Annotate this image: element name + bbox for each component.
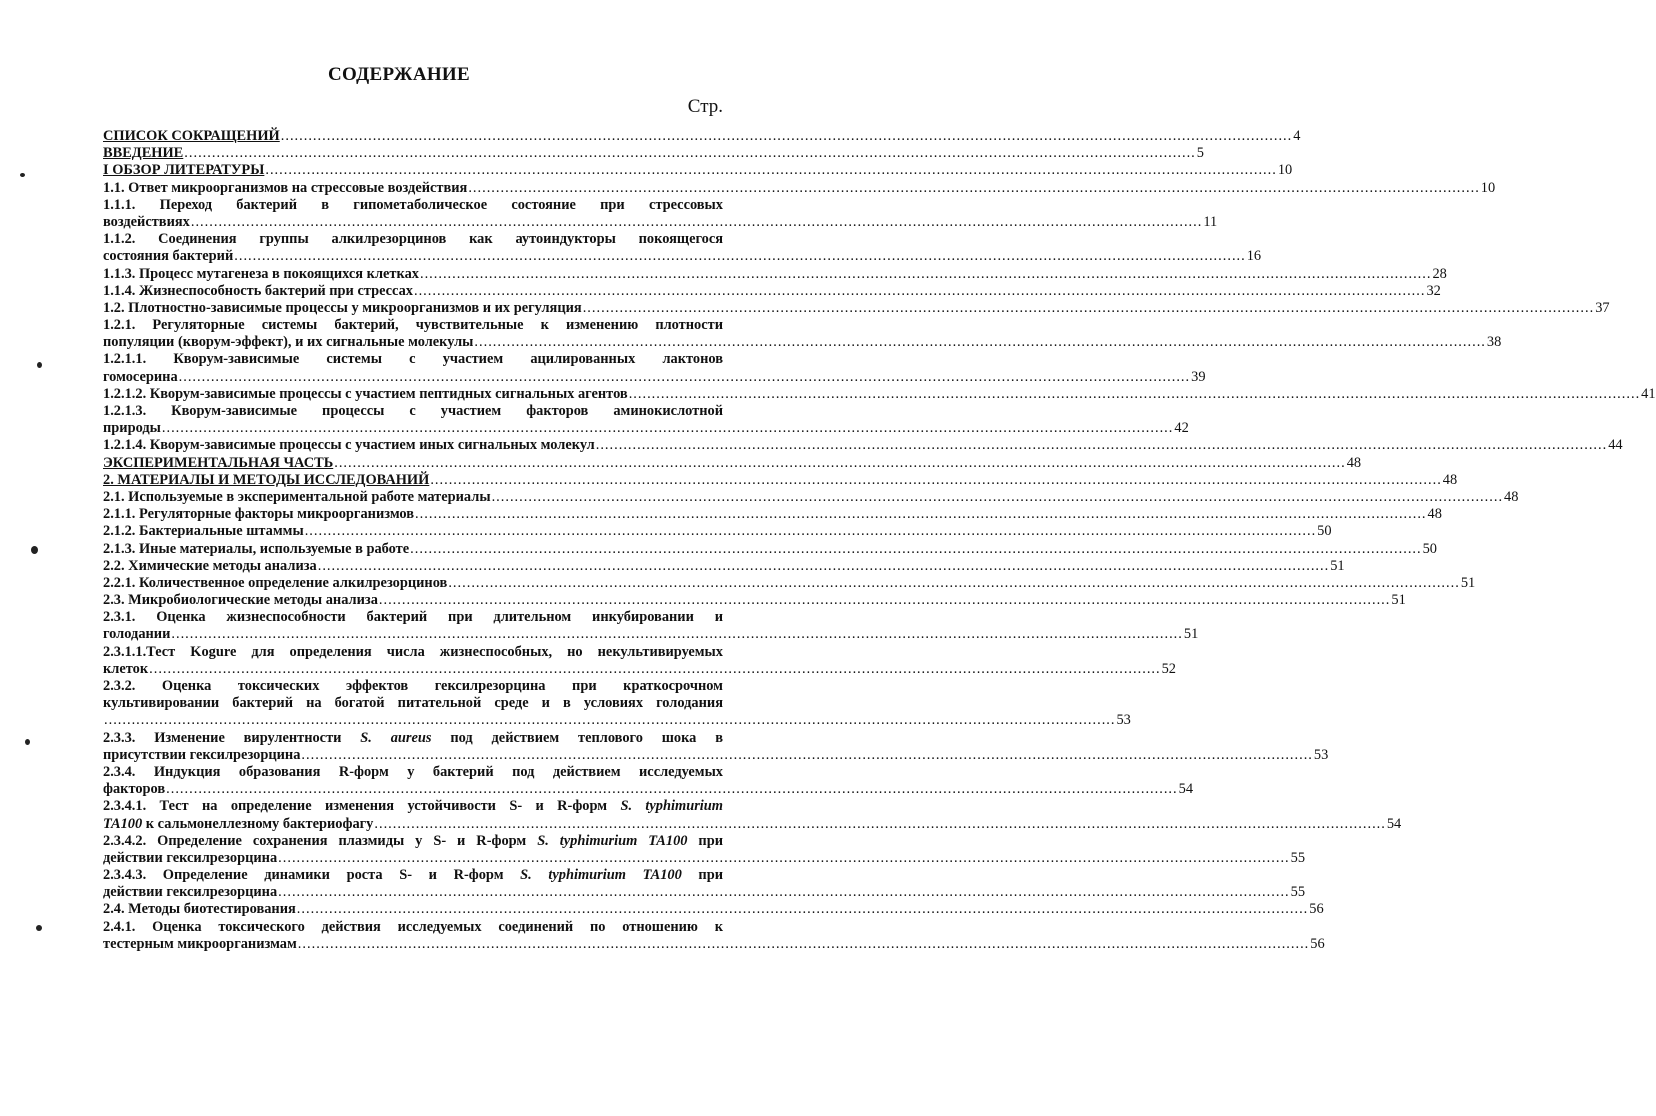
toc-entry-title: 2.2.1. Количественное определение алкилрезорцинов [103, 574, 448, 591]
dot-leader: ............................................................................................................................................................................................................................ [595, 437, 1608, 454]
dot-leader: ............................................................................................................................................................................................................................ [280, 128, 1293, 144]
toc-entry [103, 265, 1447, 283]
toc-page-number: 10 [1480, 179, 1496, 196]
dot-leader: ............................................................................................................................................................................................................................ [448, 574, 1460, 591]
dot-leader: ............................................................................................................................................................................................................................ [171, 626, 1183, 643]
toc-entry-row [103, 162, 1293, 179]
toc-page-number: 50 [1317, 523, 1332, 540]
dot-leader: ............................................................................................................................................................................................................................ [474, 334, 1486, 351]
toc-entry [103, 179, 1496, 197]
toc-page-number: 55 [1290, 884, 1306, 901]
page-title: СОДЕРЖАНИЕ [328, 64, 470, 85]
toc-entry [103, 231, 1262, 265]
toc-page-number: 10 [1277, 162, 1293, 179]
toc-entry [103, 299, 1610, 317]
scan-speck [25, 739, 30, 745]
toc-page-number: 48 [1442, 471, 1458, 488]
toc-entry-title: голодании [103, 626, 171, 643]
toc-entry-title: 2.2. Химические методы анализа [103, 557, 317, 574]
toc-entry-row [103, 334, 1502, 351]
toc-entry-row [103, 368, 1206, 386]
toc-entry-title: I ОБЗОР ЛИТЕРАТУРЫ [103, 162, 265, 179]
toc-page-number: 50 [1422, 540, 1437, 557]
toc-entry-row [103, 540, 1437, 558]
toc-entry-title: 2.1.1. Регуляторные факторы микроорганизмов [103, 506, 415, 523]
scan-speck [36, 925, 42, 931]
toc-entry [103, 317, 1502, 351]
toc-page-number: 54 [1386, 815, 1402, 832]
toc-page-number: 41 [1641, 385, 1656, 402]
dot-leader: ............................................................................................................................................................................................................................ [378, 592, 1391, 609]
toc-entry-row [103, 849, 1306, 867]
toc-entry-title: гомосерина [103, 368, 178, 385]
toc-entry-row [103, 128, 1301, 145]
toc-page-number: 38 [1486, 334, 1502, 351]
toc-entry-title: воздействиях [103, 213, 190, 230]
toc-page-number: 32 [1426, 282, 1441, 299]
scan-speck [20, 173, 25, 177]
toc-entry [103, 592, 1406, 609]
toc-entry-row [103, 815, 1402, 833]
dot-leader: ............................................................................................................................................................................................................................ [582, 299, 1595, 316]
toc-page-number: 56 [1309, 901, 1324, 918]
dot-leader: ............................................................................................................................................................................................................................ [415, 506, 1427, 523]
toc-entry-title: 1.1. Ответ микроорганизмов на стрессовые воздействия [103, 179, 468, 196]
toc-page-number: 48 [1427, 506, 1442, 523]
toc-entry-title: 1.2. Плотностно-зависимые процессы у микроорганизмов и их регуляция [103, 299, 582, 316]
toc-page-number: 56 [1310, 935, 1325, 952]
toc-entry-title: популяции (кворум-эффект), и их сигнальные молекулы [103, 334, 474, 351]
dot-leader: ............................................................................................................................................................................................................................ [413, 282, 1426, 299]
dot-leader: ............................................................................................................................................................................................................................ [278, 849, 1290, 866]
toc-page-number: 37 [1595, 299, 1610, 316]
toc-page-number: 53 [1116, 712, 1131, 729]
toc-entry-title: действии гексилрезорцина [103, 884, 278, 901]
dot-leader: ............................................................................................................................................................................................................................ [304, 523, 1317, 540]
toc-entry-row [103, 437, 1623, 454]
toc-entry-row [103, 282, 1441, 300]
dot-leader: ............................................................................................................................................................................................................................ [410, 540, 1422, 557]
dot-leader: ............................................................................................................................................................................................................................ [234, 248, 1246, 265]
toc-entry-line: 1.1.1. Переход бактерий в гипометаболическое состояние при стрессовых [103, 196, 723, 213]
toc-entry-row [103, 248, 1262, 265]
toc-entry-row [103, 420, 1189, 437]
toc-entry-title: 2. МАТЕРИАЛЫ И МЕТОДЫ ИССЛЕДОВАНИЙ [103, 471, 430, 488]
toc-page-number: 48 [1504, 488, 1519, 505]
toc-entry-line: 1.1.2. Соединения группы алкилрезорцинов как аутоиндукторы покоящегося [103, 231, 723, 248]
toc-entry-line: 2.4.1. Оценка токсического действия исследуемых соединений по отношению к [103, 918, 723, 935]
toc-entry-title: 2.1.3. Иные материалы, используемые в работе [103, 540, 410, 557]
dot-leader: ............................................................................................................................................................................................................................ [468, 179, 1480, 196]
toc-entry [103, 574, 1476, 592]
toc-entry-row [103, 574, 1476, 592]
toc-entry-title: ЭКСПЕРИМЕНТАЛЬНАЯ ЧАСТЬ [103, 454, 334, 471]
toc-entry-row [103, 660, 1176, 678]
toc-page-number: 54 [1178, 781, 1194, 798]
toc-page-number: 48 [1346, 454, 1362, 471]
toc-entry-row [103, 884, 1306, 901]
toc-entry [103, 454, 1362, 472]
dot-leader: ............................................................................................................................................................................................................................ [104, 712, 1116, 729]
toc-entry [103, 471, 1458, 489]
toc-entry [103, 403, 1189, 437]
toc-entry-title: 2.4. Методы биотестирования [103, 901, 296, 918]
toc-page-number: 28 [1432, 265, 1447, 282]
toc-entry [103, 488, 1519, 506]
dot-leader: ............................................................................................................................................................................................................................ [190, 213, 1203, 230]
toc-page-number: 16 [1246, 248, 1262, 265]
toc-entry-title: природы [103, 420, 161, 437]
toc-entry [103, 901, 1324, 918]
dot-leader: ............................................................................................................................................................................................................................ [278, 884, 1290, 901]
toc-entry-row [103, 557, 1345, 575]
toc-entry [103, 832, 1306, 867]
toc-entry-row [103, 454, 1362, 472]
toc-entry [103, 609, 1199, 643]
toc-entry-row [103, 488, 1519, 506]
dot-leader: ............................................................................................................................................................................................................................ [334, 454, 1346, 471]
toc-entry [103, 162, 1293, 179]
toc-entry-row [103, 935, 1325, 953]
toc-entry-title: TA100 к сальмонеллезному бактериофагу [103, 815, 374, 832]
toc-entry-title: факторов [103, 781, 166, 798]
toc-page-number: 51 [1330, 557, 1345, 574]
toc-page-number: 52 [1161, 660, 1176, 677]
toc-entry-title: тестерным микроорганизмам [103, 935, 297, 952]
toc-entry-title: 1.2.1.2. Кворум-зависимые процессы с участием пептидных сигнальных агентов [103, 385, 628, 402]
toc-entry-row [103, 746, 1329, 764]
dot-leader: ............................................................................................................................................................................................................................ [297, 935, 1310, 952]
dot-leader: ............................................................................................................................................................................................................................ [166, 781, 1178, 798]
toc-entry-row [103, 213, 1218, 231]
toc-entry-row [103, 901, 1324, 918]
dot-leader: ............................................................................................................................................................................................................................ [317, 557, 1330, 574]
dot-leader: ............................................................................................................................................................................................................................ [161, 420, 1174, 437]
toc-entry-row [103, 781, 1194, 798]
toc-page-number: 44 [1608, 437, 1623, 454]
toc-entry [103, 643, 1176, 678]
toc-entry [103, 763, 1194, 798]
toc-entry [103, 437, 1623, 454]
toc-entry-title: ВВЕДЕНИЕ [103, 145, 184, 162]
toc-entry-title: 2.3. Микробиологические методы анализа [103, 592, 378, 609]
toc-entry-title: 1.1.3. Процесс мутагенеза в покоящихся клетках [103, 265, 419, 282]
toc-entry-line: 1.2.1. Регуляторные системы бактерий, чувствительные к изменению плотности [103, 317, 723, 334]
toc-page-number: 51 [1391, 592, 1406, 609]
toc-entry [103, 351, 1206, 385]
toc-entry [103, 523, 1332, 540]
toc-page-number: 51 [1460, 574, 1476, 591]
toc-entry-title: состояния бактерий [103, 248, 234, 265]
dot-leader: ............................................................................................................................................................................................................................ [296, 901, 1309, 918]
toc-entry-row [103, 626, 1199, 643]
toc-entry-line: 2.3.4.1. Тест на определение изменения устойчивости S- и R-форм S. typhimurium [103, 798, 723, 815]
toc-entry-title: 1.1.4. Жизнеспособность бактерий при стрессах [103, 282, 413, 299]
toc-entry-row [103, 506, 1442, 523]
toc-entry [103, 867, 1306, 901]
toc-entry-line: 2.3.4.3. Определение динамики роста S- и R-форм S. typhimurium TA100 при [103, 867, 723, 884]
toc-entry [103, 145, 1204, 162]
toc-entry [103, 506, 1442, 523]
dot-leader: ............................................................................................................................................................................................................................ [265, 162, 1277, 179]
toc-entry-row [103, 145, 1204, 162]
scan-speck [31, 546, 38, 554]
toc-entry-title: 1.2.1.4. Кворум-зависимые процессы с участием иных сигнальных молекул [103, 437, 595, 454]
toc-entry-title: СПИСОК СОКРАЩЕНИЙ [103, 128, 280, 144]
toc-entry-line: 2.3.3. Изменение вирулентности S. aureus под действием теплового шока в [103, 729, 723, 746]
toc-entry-title: клеток [103, 660, 149, 677]
toc-entry [103, 282, 1441, 300]
toc-entry-row [103, 385, 1656, 403]
dot-leader: ............................................................................................................................................................................................................................ [374, 815, 1386, 832]
dot-leader: ............................................................................................................................................................................................................................ [628, 385, 1641, 402]
dot-leader: ............................................................................................................................................................................................................................ [178, 368, 1191, 385]
toc-entry [103, 385, 1656, 403]
toc-entry-title: 2.1. Используемые в экспериментальной работе материалы [103, 488, 491, 505]
toc-entry-row [103, 712, 1131, 729]
toc-page-number: 42 [1174, 420, 1189, 437]
toc-entry-title: присутствии гексилрезорцина [103, 746, 301, 763]
toc-entry-line: 2.3.4. Индукция образования R-форм у бактерий под действием исследуемых [103, 763, 723, 780]
toc-entry-row [103, 592, 1406, 609]
toc-page-number: 39 [1191, 368, 1206, 385]
scan-speck [37, 362, 42, 368]
toc-entry-row [103, 471, 1458, 489]
toc-entry-title: 2.1.2. Бактериальные штаммы [103, 523, 304, 540]
toc-entry-row [103, 523, 1332, 540]
toc-entry-line: 2.3.4.2. Определение сохранения плазмиды у S- и R-форм S. typhimurium TA100 при [103, 832, 724, 849]
toc-entry-line: 2.3.1.1.Тест Kogure для определения числа жизнеспособных, но некультивируемых [103, 643, 723, 660]
toc-entry-row [103, 265, 1447, 283]
toc-page-number: 11 [1203, 213, 1218, 230]
toc-entry [103, 678, 1131, 730]
toc-page-number: 53 [1313, 746, 1329, 763]
toc-entry-line: 1.2.1.1. Кворум-зависимые системы с участием ацилированных лактонов [103, 351, 723, 368]
toc-entry-line: 2.3.1. Оценка жизнеспособности бактерий при длительном инкубировании и [103, 609, 723, 626]
toc-entry [103, 798, 1402, 832]
toc-entry [103, 918, 1325, 953]
table-of-contents [103, 128, 1656, 953]
toc-entry-line: культивировании бактерий на богатой питательной среде и в условиях голодания [103, 695, 723, 712]
toc-page-number: 55 [1290, 849, 1306, 866]
page-column-label: Стр. [687, 96, 723, 117]
toc-page-number: 4 [1293, 128, 1301, 144]
toc-page-number: 51 [1183, 626, 1199, 643]
dot-leader: ............................................................................................................................................................................................................................ [419, 265, 1432, 282]
toc-entry-line: 1.2.1.3. Кворум-зависимые процессы с участием факторов аминокислотной [103, 403, 723, 419]
toc-entry [103, 128, 1301, 145]
dot-leader: ............................................................................................................................................................................................................................ [301, 746, 1313, 763]
dot-leader: ............................................................................................................................................................................................................................ [491, 488, 1504, 505]
toc-entry-row [103, 299, 1610, 317]
dot-leader: ............................................................................................................................................................................................................................ [184, 145, 1196, 162]
toc-entry-row [103, 179, 1496, 197]
toc-entry [103, 557, 1345, 575]
toc-entry [103, 729, 1329, 764]
dot-leader: ............................................................................................................................................................................................................................ [149, 660, 1161, 677]
toc-entry [103, 196, 1218, 231]
toc-entry-title: действии гексилрезорцина [103, 849, 278, 866]
dot-leader: ............................................................................................................................................................................................................................ [430, 471, 1442, 488]
toc-entry-line: 2.3.2. Оценка токсических эффектов гексилрезорцина при краткосрочном [103, 678, 723, 694]
toc-page-number: 5 [1196, 145, 1204, 162]
toc-entry [103, 540, 1437, 558]
